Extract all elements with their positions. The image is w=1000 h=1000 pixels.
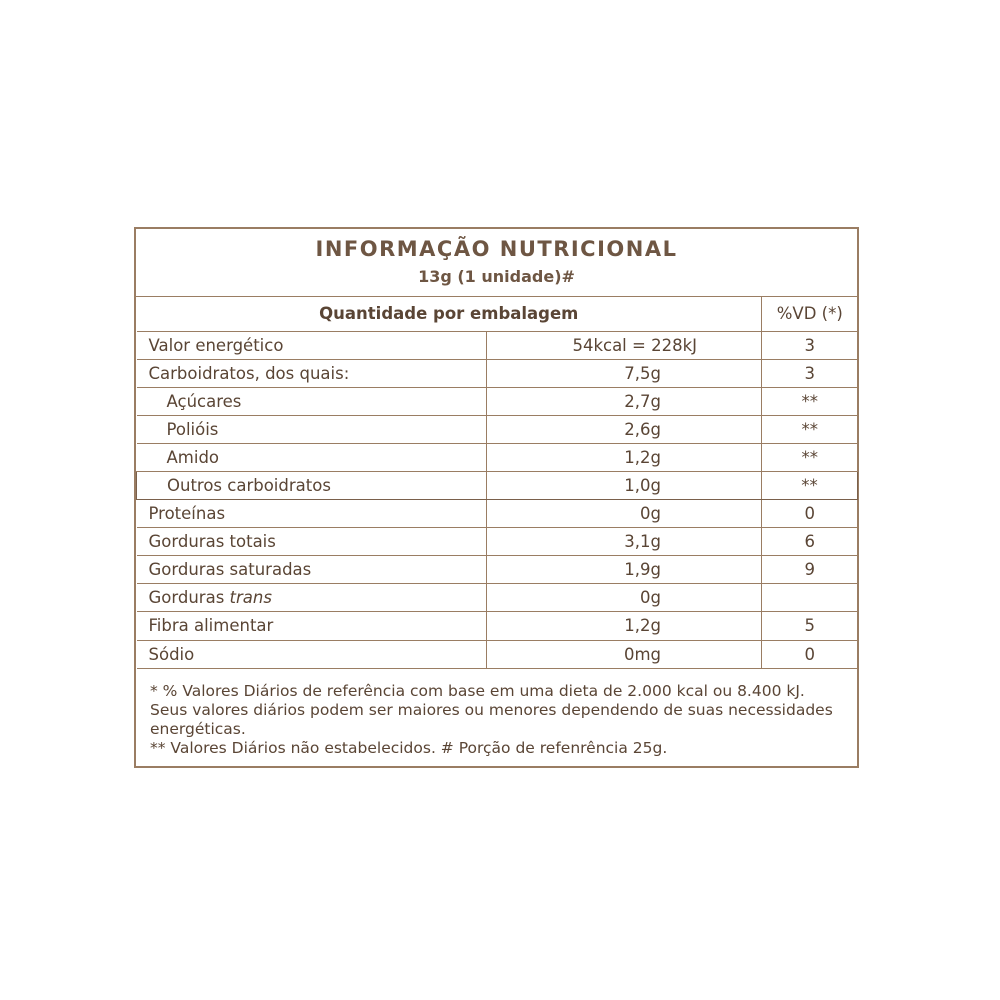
label-header [136,229,857,297]
nutrient-name: Fibra alimentar [137,612,487,640]
nutrient-vd: 0 [762,500,858,528]
table-row [137,331,858,359]
nutrient-amount: 0g [487,500,762,528]
nutrient-amount: 1,2g [487,612,762,640]
table-row [137,612,858,640]
nutrient-vd: 3 [762,331,858,359]
quantity-header: Quantidade por embalagem [137,297,762,331]
nutrient-amount: 54kcal = 228kJ [487,331,762,359]
nutrient-amount: 0mg [487,640,762,668]
nutrient-amount: 7,5g [487,359,762,387]
nutrient-name: Amido [137,443,487,471]
nutrient-amount: 1,0g [487,471,762,499]
table-row [137,359,858,387]
nutrient-name: Outros carboidratos [137,471,487,499]
nutrient-vd: ** [762,415,858,443]
table-row [137,443,858,471]
nutrient-name-prefix: Gorduras [148,588,230,608]
table-row [137,528,858,556]
nutrient-name [137,584,487,612]
nutrient-vd: ** [762,471,858,499]
nutrient-vd [762,584,858,612]
footnote-daily-values: * % Valores Diários de referência com base em uma dieta de 2.000 kcal ou 8.400 kJ. Seus valores diários podem ser maiores ou menores dependendo de suas necessidades energéticas. [150,682,833,738]
nutrient-name: Sódio [137,640,487,668]
nutrient-amount: 0g [487,584,762,612]
table-row [137,640,858,668]
nutrient-amount: 3,1g [487,528,762,556]
nutrient-vd: 0 [762,640,858,668]
table-header-row [137,297,858,331]
nutrient-vd: 3 [762,359,858,387]
vd-header: %VD (*) [762,297,858,331]
nutrient-name: Polióis [137,415,487,443]
table-row [137,415,858,443]
nutrient-amount: 2,6g [487,415,762,443]
nutrient-vd: 6 [762,528,858,556]
table-row [137,584,858,612]
table-row [137,387,858,415]
nutrient-amount: 1,2g [487,443,762,471]
nutrient-name: Gorduras saturadas [137,556,487,584]
table-row [137,500,858,528]
nutrient-name-italic: trans [229,588,272,608]
serving-size: 13g (1 unidade)# [418,267,575,286]
table-row [137,556,858,584]
table-row [137,471,858,499]
nutrient-amount: 1,9g [487,556,762,584]
nutrient-vd: 5 [762,612,858,640]
nutrient-name: Carboidratos, dos quais: [137,359,487,387]
footnote-not-established: ** Valores Diários não estabelecidos. # Porção de refenrência 25g. [150,739,668,757]
nutrient-name: Açúcares [137,387,487,415]
nutrient-vd: 9 [762,556,858,584]
nutrient-vd: ** [762,387,858,415]
nutrition-facts-label [134,227,859,768]
nutrient-name: Proteínas [137,500,487,528]
nutrition-table [136,297,858,669]
label-title: INFORMAÇÃO NUTRICIONAL [315,237,678,261]
nutrient-name: Gorduras totais [137,528,487,556]
nutrient-amount: 2,7g [487,387,762,415]
footnotes [150,682,847,758]
nutrient-vd: ** [762,443,858,471]
nutrient-name: Valor energético [137,331,487,359]
